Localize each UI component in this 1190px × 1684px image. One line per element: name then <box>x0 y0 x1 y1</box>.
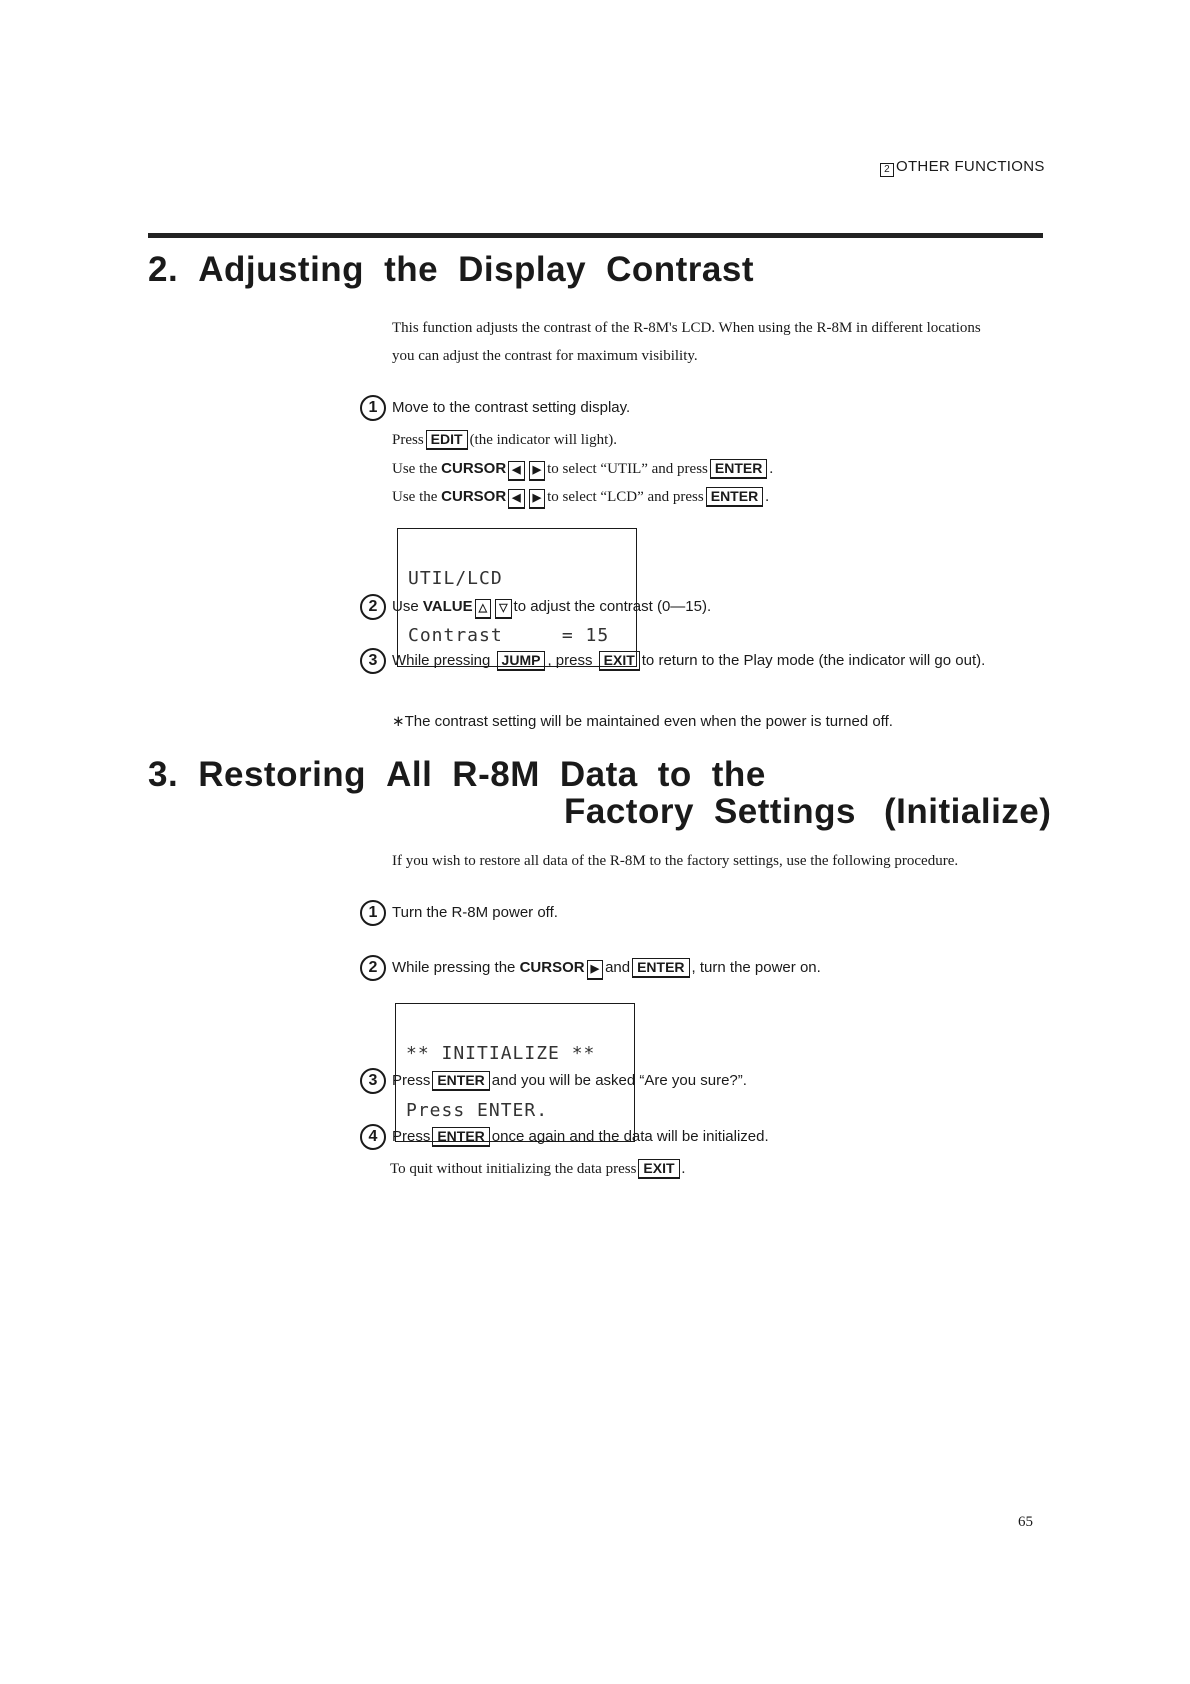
cursor-right-key-icon: ▶ <box>587 960 603 980</box>
value-down-key-icon: ▽ <box>495 599 511 619</box>
title-word: the <box>711 755 766 794</box>
instruction-line <box>392 459 773 481</box>
cursor-left-key-icon: ◀ <box>508 461 524 481</box>
step-3 <box>360 648 985 674</box>
title-word: Settings <box>713 792 857 831</box>
enter-key: ENTER <box>710 459 767 479</box>
title-word: to <box>657 755 692 794</box>
cursor-label: CURSOR <box>441 460 507 477</box>
title-word: Adjusting <box>198 250 365 289</box>
cursor-right-key-icon: ▶ <box>529 489 545 509</box>
section-label: OTHER FUNCTIONS <box>896 158 1045 175</box>
enter-key: ENTER <box>632 958 689 978</box>
cursor-left-key-icon: ◀ <box>508 489 524 509</box>
step-1 <box>360 395 630 421</box>
page-number: 65 <box>1018 1514 1033 1530</box>
lcd-line: Contrast = 15 <box>408 625 610 646</box>
intro-line: If you wish to restore all data of the R-8M to the factory settings, use the following procedure. <box>392 853 959 869</box>
text: once again and the data will be initialized. <box>491 1127 769 1145</box>
text: to select “LCD” and press <box>547 489 704 505</box>
title-word: Factory <box>564 792 694 831</box>
step-1 <box>360 900 558 926</box>
step-text: Move to the contrast setting display. <box>392 398 631 416</box>
enter-key: ENTER <box>432 1071 489 1091</box>
text: (the indicator will light). <box>469 432 618 448</box>
value-label: VALUE <box>422 597 473 615</box>
header-rule <box>148 233 1043 238</box>
step-3 <box>360 1068 747 1094</box>
title-word: Display <box>458 250 587 289</box>
cursor-right-key-icon: ▶ <box>529 461 545 481</box>
text: Use the <box>392 461 438 477</box>
text: To quit without initializing the data press <box>390 1161 637 1177</box>
title-word: Restoring <box>198 755 367 794</box>
section-3-title-line-1 <box>148 755 766 795</box>
edit-key: EDIT <box>426 430 468 450</box>
title-number: 3. <box>148 755 179 794</box>
section-3-title-line-2 <box>564 792 1051 832</box>
instruction-line <box>392 430 617 450</box>
step-2 <box>360 594 711 620</box>
step-4 <box>360 1124 769 1150</box>
lcd-line: UTIL/LCD <box>408 568 503 589</box>
text: Press <box>392 1127 431 1145</box>
running-header <box>880 158 1045 177</box>
title-word: R-8M <box>452 755 540 794</box>
step-number-icon: 1 <box>360 900 386 926</box>
step-number-icon: 2 <box>360 594 386 620</box>
cursor-label: CURSOR <box>519 958 585 976</box>
lcd-line: Press ENTER. <box>406 1100 549 1121</box>
title-word: Data <box>559 755 638 794</box>
chapter-box-icon: 2 <box>880 163 894 177</box>
step-number-icon: 1 <box>360 395 386 421</box>
text: Press <box>392 1071 431 1089</box>
text: Use <box>392 597 419 615</box>
cursor-label: CURSOR <box>441 488 507 505</box>
step-number-icon: 2 <box>360 955 386 981</box>
text: and <box>605 958 631 976</box>
step-2 <box>360 955 821 981</box>
step-number-icon: 3 <box>360 1068 386 1094</box>
step-number-icon: 3 <box>360 648 386 674</box>
instruction-line <box>390 1159 685 1179</box>
text: to adjust the contrast (0—15). <box>513 597 712 615</box>
value-up-key-icon: △ <box>475 599 491 619</box>
step-number-icon: 4 <box>360 1124 386 1150</box>
intro-line: This function adjusts the contrast of the R-8M's LCD. When using the R-8M in different locations <box>392 320 981 336</box>
title-number: 2. <box>148 250 179 289</box>
jump-key: JUMP <box>497 651 546 671</box>
title-word: Contrast <box>606 250 754 289</box>
section-2-title <box>148 250 754 290</box>
text: to return to the Play mode (the indicator will go out). <box>641 651 986 669</box>
title-word: the <box>384 250 439 289</box>
note: ∗The contrast setting will be maintained even when the power is turned off. <box>392 713 893 730</box>
text: While pressing the <box>392 958 516 976</box>
text: Press <box>392 432 424 448</box>
title-word: All <box>386 755 433 794</box>
text: . <box>765 489 769 505</box>
text: Use the <box>392 489 438 505</box>
step-text: Turn the R-8M power off. <box>392 903 558 921</box>
enter-key: ENTER <box>706 487 763 507</box>
lcd-line: ** INITIALIZE ** <box>406 1043 596 1064</box>
exit-key: EXIT <box>599 651 640 671</box>
text: , press <box>547 651 593 669</box>
instruction-line <box>392 487 769 509</box>
text: . <box>769 461 774 477</box>
text: While pressing <box>392 651 491 669</box>
text: to select “UTIL” and press <box>547 461 708 477</box>
intro-line: you can adjust the contrast for maximum visibility. <box>392 348 698 364</box>
text: , turn the power on. <box>691 958 821 976</box>
title-word: (Initialize) <box>884 792 1052 831</box>
enter-key: ENTER <box>432 1127 489 1147</box>
text: . <box>681 1161 686 1177</box>
exit-key: EXIT <box>638 1159 679 1179</box>
text: and you will be asked “Are you sure?”. <box>491 1071 747 1089</box>
